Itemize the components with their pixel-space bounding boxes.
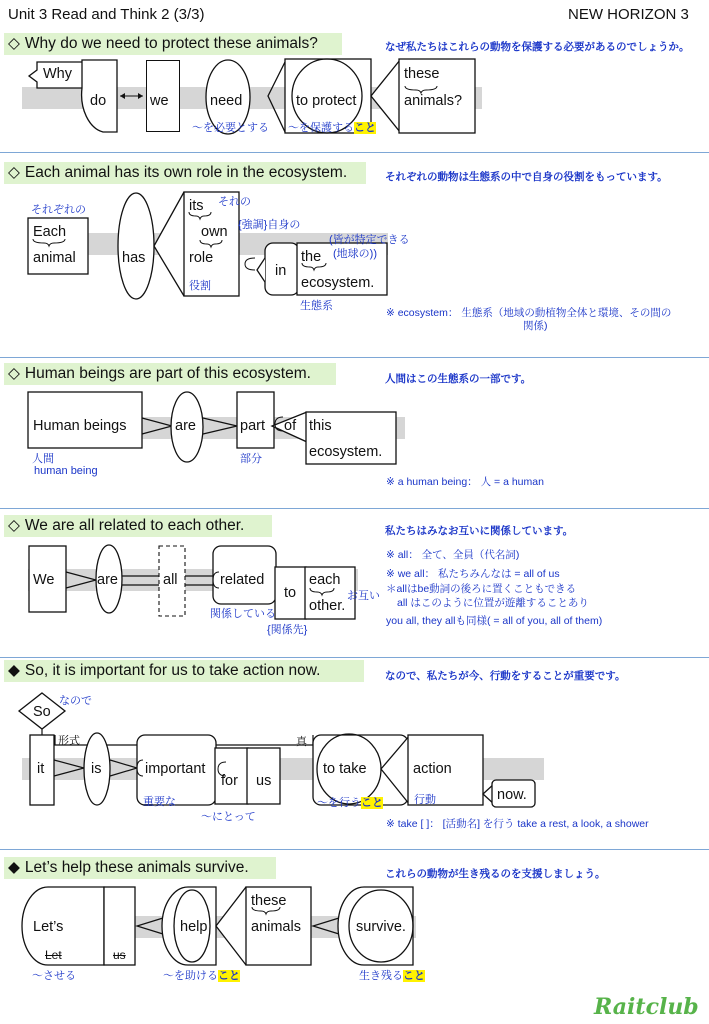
note-all: ※ all： 全て、全員（代名詞)	[386, 549, 520, 561]
word-need: need	[210, 93, 243, 109]
sentence-text: Why do we need to protect these animals?	[24, 35, 318, 52]
gloss-survive: 生き残ること	[359, 970, 425, 982]
sentence-text: Human beings are part of this ecosystem.	[24, 365, 311, 382]
gloss-part: 部分	[240, 453, 262, 465]
gloss-related: 関係している	[210, 608, 276, 620]
gloss-to-take: ～を行うこと	[317, 797, 383, 809]
solid-diamond-icon: ◆	[8, 662, 20, 679]
hollow-diamond-icon: ◇	[8, 35, 20, 52]
word-action: action	[413, 761, 452, 777]
word-now: now.	[497, 787, 527, 803]
gloss-own: {強調}自身の	[238, 219, 301, 231]
gloss-each: それぞれの	[31, 204, 86, 216]
word-part: part	[240, 418, 265, 434]
gloss-important: 重要な	[143, 796, 176, 808]
gloss-human: 人間	[32, 453, 54, 465]
word-we: we	[150, 93, 169, 109]
word-are: are	[97, 572, 118, 588]
gloss-role: 役割	[189, 280, 211, 292]
word-are: are	[175, 418, 196, 434]
word-so: So	[33, 704, 51, 720]
word-role: role	[189, 250, 214, 266]
note-you-all: you all, they allも同様( = all of you, all of them)	[386, 615, 603, 627]
word-to: to	[284, 585, 297, 601]
gloss-so: なので	[59, 695, 92, 707]
word-human-beings: Human beings	[33, 418, 127, 434]
word-to-protect: to protect	[296, 93, 357, 109]
label-formal: 形式	[58, 735, 80, 747]
word-of: of	[284, 418, 297, 434]
note-take: ※ take [ ]： [活動名] を行う take a rest, a look, a shower	[386, 818, 649, 830]
textbook-name: NEW HORIZON 3	[568, 6, 689, 23]
word-these: these	[251, 893, 287, 909]
gloss-action: 行動	[414, 794, 436, 806]
word-all: all	[163, 572, 178, 588]
word-these: these	[404, 66, 440, 82]
page-title: Unit 3 Read and Think 2 (3/3)	[8, 6, 205, 23]
word-each: each	[309, 572, 341, 588]
word-important: important	[145, 761, 206, 777]
gloss-for: ～にとって	[201, 811, 256, 823]
word-us: us	[256, 773, 272, 789]
hollow-diamond-icon: ◇	[8, 365, 20, 382]
gloss-each-other: お互い	[347, 590, 380, 602]
translation-6: これらの動物が生き残るのを支援しましょう。	[385, 868, 606, 880]
word-it: it	[37, 761, 45, 777]
word-related: related	[220, 572, 265, 588]
gloss-ecosystem: 生態系	[300, 300, 333, 312]
translation-4: 私たちはみなお互いに関係しています。	[385, 525, 574, 537]
gloss-to: {関係先}	[267, 624, 308, 636]
gloss-the-2: (地球の))	[333, 248, 377, 260]
word-help: help	[180, 919, 208, 935]
word-we: We	[33, 572, 55, 588]
word-own: own	[201, 224, 228, 240]
word-the: the	[301, 249, 322, 265]
word-its: its	[189, 198, 204, 214]
sentence-text: Each animal has its own role in the ecosystem.	[24, 164, 348, 181]
translation-2: それぞれの動物は生態系の中で自身の役割をもっています。	[385, 171, 668, 183]
translation-5: なので、私たちが今、行動をすることが重要です。	[385, 670, 626, 682]
gloss-its: それの	[218, 196, 251, 208]
note-ecosystem-2: 関係)	[523, 320, 548, 332]
note-floating: all はこのように位置が遊離することあり	[397, 597, 589, 609]
word-us-struck: us	[113, 948, 126, 962]
label-true: 真	[296, 736, 307, 748]
gloss-lets: ～させる	[32, 970, 76, 982]
word-each: Each	[33, 224, 67, 240]
word-to-take: to take	[323, 761, 367, 777]
note-ecosystem: ※ ecosystem： 生態系（地域の動植物全体と環境、その間の	[386, 307, 672, 319]
solid-diamond-icon: ◆	[8, 859, 20, 876]
word-this: this	[309, 418, 332, 434]
translation-3: 人間はこの生態系の一部です。	[385, 373, 532, 385]
gloss-need: ～を必要とする	[192, 122, 269, 134]
word-let-struck: Let	[45, 948, 62, 962]
note-be-verb: ＊allはbe動詞の後ろに置くこともできる	[386, 583, 577, 595]
word-has: has	[122, 250, 146, 266]
word-animal: animal	[33, 250, 76, 266]
hollow-diamond-icon: ◇	[8, 164, 20, 181]
hollow-diamond-icon: ◇	[8, 517, 20, 534]
word-animals: animals	[251, 919, 301, 935]
translation-1: なぜ私たちはこれらの動物を保護する必要があるのでしょうか。	[385, 41, 690, 53]
word-survive: survive.	[356, 919, 406, 935]
raitclub-logo: Raitclub	[594, 994, 699, 1020]
gloss-human-being: human being	[34, 465, 98, 477]
gloss-to-protect: ～を保護すること	[288, 122, 376, 134]
sentence-text: We are all related to each other.	[24, 517, 245, 534]
word-ecosystem: ecosystem.	[301, 275, 375, 291]
sentence-text: Let’s help these animals survive.	[24, 859, 249, 876]
word-do: do	[90, 93, 107, 109]
sentence-text: So, it is important for us to take action now.	[24, 662, 321, 679]
note-human-being: ※ a human being： 人 = a human	[386, 476, 544, 488]
word-ecosystem: ecosystem.	[309, 444, 383, 460]
gloss-help: ～を助けること	[163, 970, 240, 982]
word-for: for	[221, 773, 238, 789]
word-other: other.	[309, 598, 346, 614]
word-is: is	[91, 761, 102, 777]
word-lets: Let’s	[33, 919, 64, 935]
word-animals: animals?	[404, 93, 463, 109]
gloss-the: (皆が特定できる	[329, 234, 410, 246]
note-we-all: ※ we all： 私たちみんなは = all of us	[386, 568, 560, 580]
word-in: in	[275, 263, 287, 279]
word-why: Why	[43, 66, 72, 82]
